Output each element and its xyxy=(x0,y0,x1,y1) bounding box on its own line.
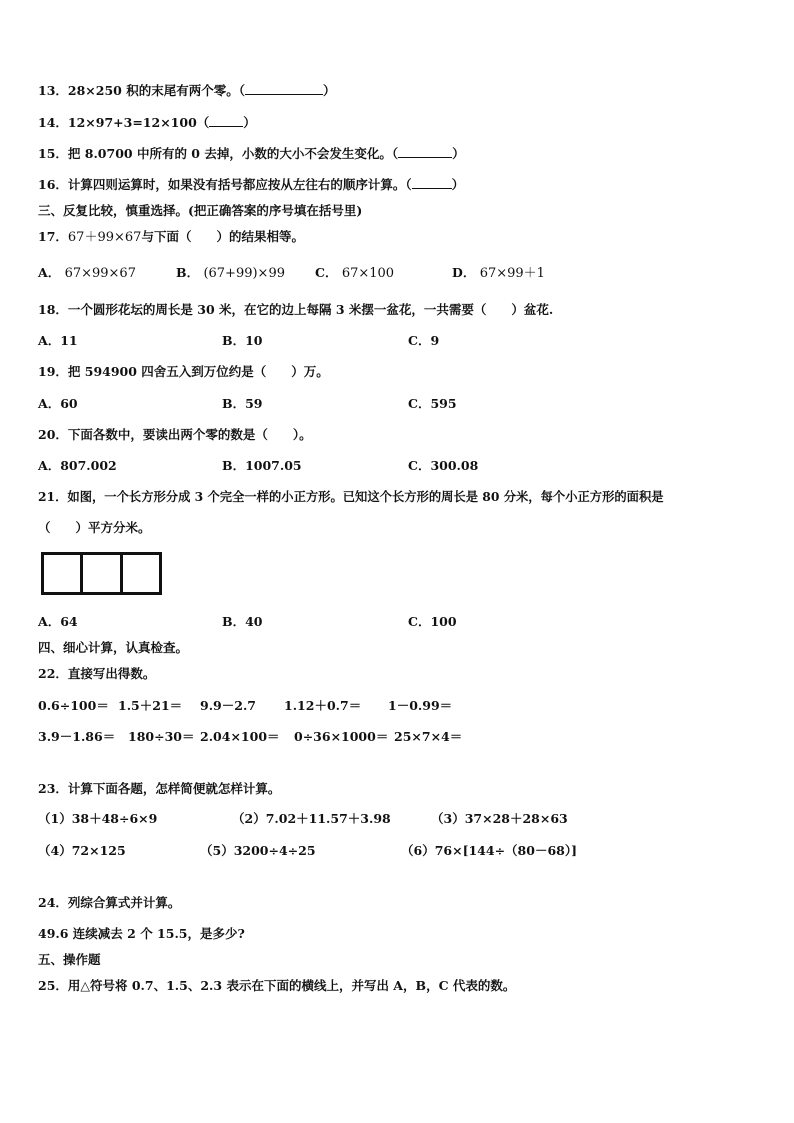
square-cell xyxy=(44,555,80,592)
q21-option-a[interactable]: A．64 xyxy=(38,614,78,629)
q17-option-b[interactable] xyxy=(176,265,285,282)
question-24: 24．列综合算式并计算。 xyxy=(38,895,181,910)
calc-item: 0÷36×1000＝ xyxy=(294,729,389,744)
q17-option-d[interactable] xyxy=(452,265,545,282)
question-text: 13．28×250 积的末尾有两个零。（ xyxy=(38,83,245,98)
close-paren: ） xyxy=(452,146,465,161)
calc-item: 1－0.99＝ xyxy=(388,698,453,713)
question-21: 21．如图，一个长方形分成 3 个完全一样的小正方形。已知这个长方形的周长是 80 分米，每个小正方形的面积是 xyxy=(38,489,664,504)
calc-item: （6）76×[144÷（80－68）] xyxy=(401,843,578,858)
rectangle-figure xyxy=(41,552,162,595)
q19-option-a[interactable]: A．60 xyxy=(38,396,78,411)
answer-blank[interactable] xyxy=(209,115,243,127)
answer-blank[interactable] xyxy=(412,177,452,189)
calc-item: （5）3200÷4÷25 xyxy=(200,843,316,858)
question-text: 与下面（ ）的结果相等。 xyxy=(141,229,304,244)
square-cell xyxy=(120,555,159,592)
option-label: A． xyxy=(38,265,61,280)
calc-item: 1.5＋21＝ xyxy=(118,698,183,713)
question-text: 14．12×97+3=12×100（ xyxy=(38,115,210,130)
question-13 xyxy=(38,83,335,99)
q17-option-c[interactable] xyxy=(315,265,394,282)
question-text: 15．把 8.0700 中所有的 0 去掉，小数的大小不会发生变化。（ xyxy=(38,146,399,161)
close-paren: ） xyxy=(243,115,256,130)
option-value: 67×99×67 xyxy=(64,266,136,281)
option-label: D． xyxy=(452,265,476,280)
calc-item: （2）7.02＋11.57＋3.98 xyxy=(232,811,391,826)
section-4-heading: 四、细心计算，认真检查。 xyxy=(38,640,189,655)
question-24-detail: 49.6 连续减去 2 个 15.5，是多少? xyxy=(38,926,245,941)
q21-option-c[interactable]: C．100 xyxy=(408,614,457,629)
q18-option-b[interactable]: B．10 xyxy=(222,333,263,348)
q19-option-c[interactable]: C．595 xyxy=(408,396,457,411)
calc-item: （4）72×125 xyxy=(38,843,126,858)
question-22: 22．直接写出得数。 xyxy=(38,666,156,681)
calc-item: 180÷30＝ xyxy=(128,729,195,744)
question-number: 17． xyxy=(38,229,68,244)
close-paren: ） xyxy=(451,177,465,192)
calc-item: 9.9－2.7 xyxy=(200,698,256,713)
q20-option-a[interactable]: A．807.002 xyxy=(38,458,117,473)
question-16 xyxy=(38,177,464,193)
option-label: B． xyxy=(176,265,200,280)
q19-option-b[interactable]: B．59 xyxy=(222,396,263,411)
q20-option-c[interactable]: C．300.08 xyxy=(408,458,479,473)
question-25: 25．用△符号将 0.7、1.5、2.3 表示在下面的横线上，并写出 A，B，C 代表的数。 xyxy=(38,978,516,993)
question-21-continued: （ ）平方分米。 xyxy=(38,520,151,535)
q21-option-b[interactable]: B．40 xyxy=(222,614,263,629)
close-paren: ） xyxy=(322,83,336,98)
q18-option-a[interactable]: A．11 xyxy=(38,333,78,348)
q17-option-a[interactable] xyxy=(38,265,136,282)
calc-item: 0.6÷100＝ xyxy=(38,698,109,713)
option-value: (67+99)×99 xyxy=(203,266,285,281)
question-text: 16．计算四则运算时，如果没有括号都应按从左往右的顺序计算。（ xyxy=(38,177,412,192)
calc-item: 3.9－1.86＝ xyxy=(38,729,116,744)
question-20: 20．下面各数中，要读出两个零的数是（ ）。 xyxy=(38,427,312,442)
question-23: 23．计算下面各题，怎样简便就怎样计算。 xyxy=(38,781,281,796)
question-15 xyxy=(38,146,465,162)
section-3-heading: 三、反复比较，慎重选择。(把正确答案的序号填在括号里) xyxy=(38,203,363,218)
option-value: 67×99＋1 xyxy=(479,266,545,281)
calc-item: 2.04×100＝ xyxy=(200,729,280,744)
q18-option-c[interactable]: C．9 xyxy=(408,333,440,348)
answer-blank[interactable] xyxy=(245,83,323,95)
q20-option-b[interactable]: B．1007.05 xyxy=(222,458,302,473)
question-17 xyxy=(38,229,304,246)
question-18: 18．一个圆形花坛的周长是 30 米，在它的边上每隔 3 米摆一盆花，一共需要（ ）盆花. xyxy=(38,302,554,317)
answer-blank[interactable] xyxy=(398,146,452,158)
calc-item: 1.12＋0.7＝ xyxy=(284,698,362,713)
option-label: C． xyxy=(315,265,338,280)
calc-item: 25×7×4＝ xyxy=(394,729,463,744)
section-5-heading: 五、操作题 xyxy=(38,952,101,967)
square-cell xyxy=(80,555,119,592)
question-19: 19．把 594900 四舍五入到万位约是（ ）万。 xyxy=(38,364,329,379)
question-expression: 67＋99×67 xyxy=(67,230,142,245)
option-value: 67×100 xyxy=(341,266,395,281)
calc-item: （1）38＋48÷6×9 xyxy=(38,811,158,826)
question-14 xyxy=(38,115,256,131)
calc-item: （3）37×28＋28×63 xyxy=(431,811,568,826)
